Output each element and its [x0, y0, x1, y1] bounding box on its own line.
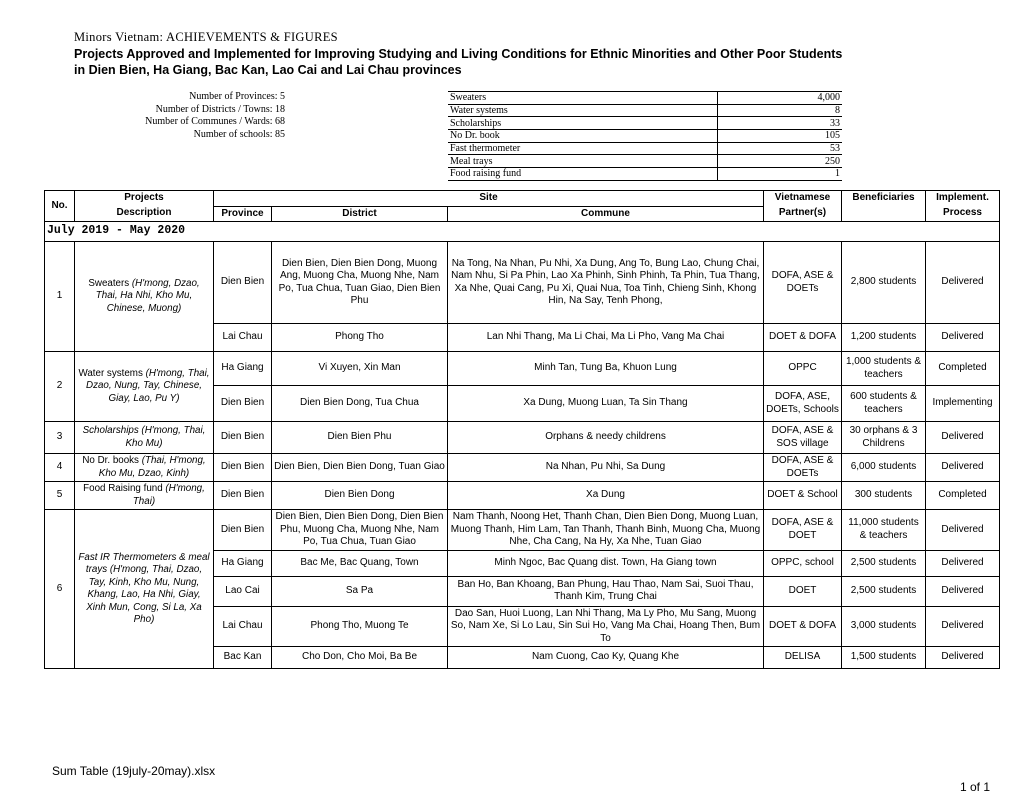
- site-province: Lai Chau: [214, 606, 272, 647]
- site-district: Dien Bien Phu: [272, 422, 448, 454]
- footer-filename: Sum Table (19july-20may).xlsx: [52, 764, 216, 778]
- site-beneficiaries: 600 students & teachers: [842, 386, 926, 422]
- totals-label: Scholarships: [448, 117, 718, 130]
- totals-value: 53: [718, 142, 843, 155]
- project-ethnic-groups: (H'mong, Dzao, Thai, Ha Nhi, Kho Mu, Chinese, Muong): [95, 277, 200, 314]
- site-commune: Xa Dung, Muong Luan, Ta Sin Thang: [448, 386, 764, 422]
- site-partner: DOFA, ASE & SOS village: [764, 422, 842, 454]
- site-process: Delivered: [926, 242, 1000, 324]
- site-district: Vi Xuyen, Xin Man: [272, 352, 448, 386]
- site-process: Delivered: [926, 324, 1000, 352]
- project-number: 4: [45, 454, 75, 482]
- site-commune: Ban Ho, Ban Khoang, Ban Phung, Hau Thao, Nam Sai, Suoi Thau, Thanh Kim, Trung Chai: [448, 576, 764, 606]
- site-partner: OPPC, school: [764, 550, 842, 576]
- site-commune: Minh Tan, Tung Ba, Khuon Lung: [448, 352, 764, 386]
- site-beneficiaries: 2,500 students: [842, 550, 926, 576]
- totals-row: [448, 130, 842, 143]
- summary-schools: Number of schools: 85: [193, 129, 285, 141]
- site-province: Bac Kan: [214, 647, 272, 669]
- table-row: [45, 482, 1000, 510]
- site-commune: Orphans & needy childrens: [448, 422, 764, 454]
- site-process: Completed: [926, 482, 1000, 510]
- site-commune: Nam Cuong, Cao Ky, Quang Khe: [448, 647, 764, 669]
- totals-label: Fast thermometer: [448, 142, 718, 155]
- site-province: Ha Giang: [214, 550, 272, 576]
- totals-label: Water systems: [448, 104, 718, 117]
- col-partner-1: Vietnamese: [764, 191, 842, 207]
- site-province: Lai Chau: [214, 324, 272, 352]
- site-province: Dien Bien: [214, 386, 272, 422]
- site-province: Dien Bien: [214, 510, 272, 551]
- table-row: [45, 242, 1000, 324]
- totals-row: [448, 104, 842, 117]
- totals-label: Food raising fund: [448, 168, 718, 181]
- col-description: Description: [75, 206, 214, 222]
- site-partner: DOFA, ASE & DOETs: [764, 242, 842, 324]
- col-no: No.: [45, 191, 75, 222]
- site-beneficiaries: 1,200 students: [842, 324, 926, 352]
- project-description: [75, 482, 214, 510]
- project-description: [75, 422, 214, 454]
- project-description: [75, 454, 214, 482]
- site-district: Dien Bien Dong: [272, 482, 448, 510]
- project-ethnic-groups: (Thai, H'mong, Kho Mu, Dzao, Kinh): [98, 455, 206, 479]
- project-ethnic-groups: Fast IR Thermometers & meal trays (H'mong, Thai, Dzao, Tay, Kinh, Kho Mu, Nung, Khang, Lao, Ha Nhi, Giay, Xinh Mun, Cong, Si La, Xa Pho): [78, 551, 210, 625]
- site-district: Dien Bien, Dien Bien Dong, Muong Ang, Muong Cha, Muong Nhe, Nam Po, Tua Chua, Tuan Giao, Dien Bien Phu: [272, 242, 448, 324]
- totals-label: No Dr. book: [448, 130, 718, 143]
- site-process: Delivered: [926, 647, 1000, 669]
- totals-row: [448, 155, 842, 168]
- site-process: Delivered: [926, 550, 1000, 576]
- site-process: Delivered: [926, 606, 1000, 647]
- site-beneficiaries: 2,500 students: [842, 576, 926, 606]
- totals-value: 105: [718, 130, 843, 143]
- site-process: Implementing: [926, 386, 1000, 422]
- totals-table: [448, 91, 842, 181]
- site-province: Lao Cai: [214, 576, 272, 606]
- site-district: Phong Tho, Muong Te: [272, 606, 448, 647]
- site-district: Sa Pa: [272, 576, 448, 606]
- col-implement-2: Process: [926, 206, 1000, 222]
- site-process: Delivered: [926, 422, 1000, 454]
- site-partner: DOET & School: [764, 482, 842, 510]
- site-commune: Minh Ngoc, Bac Quang dist. Town, Ha Giang town: [448, 550, 764, 576]
- site-beneficiaries: 3,000 students: [842, 606, 926, 647]
- site-beneficiaries: 11,000 students & teachers: [842, 510, 926, 551]
- totals-value: 250: [718, 155, 843, 168]
- totals-value: 4,000: [718, 92, 843, 105]
- totals-value: 8: [718, 104, 843, 117]
- col-district: District: [272, 206, 448, 222]
- footer-page-number: 1 of 1: [960, 780, 991, 794]
- project-number: 3: [45, 422, 75, 454]
- site-district: Bac Me, Bac Quang, Town: [272, 550, 448, 576]
- site-commune: Dao San, Huoi Luong, Lan Nhi Thang, Ma Ly Pho, Mu Sang, Muong So, Nam Xe, Si Lo Lau, Sin Sui Ho, Vang Ma Chai, Hoang Then, Bum To: [448, 606, 764, 647]
- site-process: Delivered: [926, 576, 1000, 606]
- site-partner: DOFA, ASE, DOETs, Schools: [764, 386, 842, 422]
- table-row: [45, 352, 1000, 386]
- site-partner: OPPC: [764, 352, 842, 386]
- totals-row: [448, 92, 842, 105]
- site-commune: Nam Thanh, Noong Het, Thanh Chan, Dien Bien Dong, Muong Luan, Muong Thanh, Him Lam, Tan Thanh, Thanh Binh, Muong Cha, Muong Nhe, Cha Cang, Na Hy, Xa Nhe, Tuan Giao: [448, 510, 764, 551]
- table-row: [45, 454, 1000, 482]
- project-name: No Dr. books: [82, 455, 139, 466]
- col-province: Province: [214, 206, 272, 222]
- table-row: [45, 422, 1000, 454]
- site-province: Dien Bien: [214, 242, 272, 324]
- project-name: Water systems: [78, 367, 143, 379]
- site-partner: DOET & DOFA: [764, 606, 842, 647]
- site-partner: DOFA, ASE & DOETs: [764, 454, 842, 482]
- site-province: Ha Giang: [214, 352, 272, 386]
- col-implement-1: Implement.: [926, 191, 1000, 207]
- table-row: [45, 510, 1000, 551]
- totals-value: 1: [718, 168, 843, 181]
- project-ethnic-groups: Scholarships (H'mong, Thai, Kho Mu): [82, 425, 206, 449]
- project-number: 6: [45, 510, 75, 669]
- site-process: Delivered: [926, 510, 1000, 551]
- col-site: Site: [214, 191, 764, 207]
- col-beneficiaries: Beneficiaries: [842, 191, 926, 222]
- site-beneficiaries: 1,500 students: [842, 647, 926, 669]
- site-partner: DELISA: [764, 647, 842, 669]
- project-description: [75, 352, 214, 422]
- totals-row: [448, 142, 842, 155]
- site-beneficiaries: 1,000 students & teachers: [842, 352, 926, 386]
- summary-districts: Number of Districts / Towns: 18: [155, 103, 285, 115]
- totals-label: Meal trays: [448, 155, 718, 168]
- org-title: Minors Vietnam: ACHIEVEMENTS & FIGURES: [74, 30, 338, 44]
- site-beneficiaries: 30 orphans & 3 Childrens: [842, 422, 926, 454]
- site-beneficiaries: 300 students: [842, 482, 926, 510]
- site-process: Delivered: [926, 454, 1000, 482]
- project-number: 2: [45, 352, 75, 422]
- site-commune: Xa Dung: [448, 482, 764, 510]
- site-commune: Na Tong, Na Nhan, Pu Nhi, Xa Dung, Ang To, Bung Lao, Chung Chai, Nam Nhu, Si Pa Phin, Lao Xa Phinh, Sinh Phinh, Ta Phin, Tua Thang, Xa Nhe, Quai Cang, Pu Xi, Quai Nua, Toa Tinh, Chieng Sinh, Khong Hin, Na Say, Tenh Phong,: [448, 242, 764, 324]
- project-description: [75, 510, 214, 669]
- report-title-line-1: Projects Approved and Implemented for Improving Studying and Living Conditions for Ethnic Minorities and Other Poor Students: [74, 47, 843, 61]
- project-name: Food Raising fund: [83, 483, 163, 494]
- totals-row: [448, 168, 842, 181]
- site-beneficiaries: 2,800 students: [842, 242, 926, 324]
- site-beneficiaries: 6,000 students: [842, 454, 926, 482]
- site-province: Dien Bien: [214, 482, 272, 510]
- project-description: [75, 242, 214, 352]
- site-district: Dien Bien, Dien Bien Dong, Dien Bien Phu, Muong Cha, Muong Nhe, Nam Po, Tua Chua, Tuan Giao: [272, 510, 448, 551]
- site-partner: DOET: [764, 576, 842, 606]
- site-district: Phong Tho: [272, 324, 448, 352]
- site-process: Completed: [926, 352, 1000, 386]
- col-commune: Commune: [448, 206, 764, 222]
- totals-label: Sweaters: [448, 92, 718, 105]
- totals-row: [448, 117, 842, 130]
- project-ethnic-groups: (H'mong, Thai): [132, 483, 205, 507]
- col-partner-2: Partner(s): [764, 206, 842, 222]
- site-district: Dien Bien Dong, Tua Chua: [272, 386, 448, 422]
- site-partner: DOET & DOFA: [764, 324, 842, 352]
- projects-table: [44, 190, 1000, 669]
- report-title-line-2: in Dien Bien, Ha Giang, Bac Kan, Lao Cai and Lai Chau provinces: [74, 63, 462, 77]
- site-commune: Na Nhan, Pu Nhi, Sa Dung: [448, 454, 764, 482]
- site-commune: Lan Nhi Thang, Ma Li Chai, Ma Li Pho, Vang Ma Chai: [448, 324, 764, 352]
- totals-value: 33: [718, 117, 843, 130]
- col-projects: Projects: [75, 191, 214, 207]
- project-number: 5: [45, 482, 75, 510]
- project-number: 1: [45, 242, 75, 352]
- summary-communes: Number of Communes / Wards: 68: [145, 116, 285, 128]
- project-ethnic-groups: (H'mong, Thai, Dzao, Nung, Tay, Chinese, Giay, Lao, Pu Y): [86, 367, 210, 404]
- period-label: July 2019 - May 2020: [45, 222, 1000, 242]
- site-district: Dien Bien, Dien Bien Dong, Tuan Giao: [272, 454, 448, 482]
- site-province: Dien Bien: [214, 454, 272, 482]
- site-district: Cho Don, Cho Moi, Ba Be: [272, 647, 448, 669]
- site-province: Dien Bien: [214, 422, 272, 454]
- report-title: [74, 46, 894, 78]
- summary-counts: [70, 91, 285, 142]
- project-name: Sweaters: [88, 277, 130, 289]
- site-partner: DOFA, ASE & DOET: [764, 510, 842, 551]
- summary-provinces: Number of Provinces: 5: [189, 91, 285, 102]
